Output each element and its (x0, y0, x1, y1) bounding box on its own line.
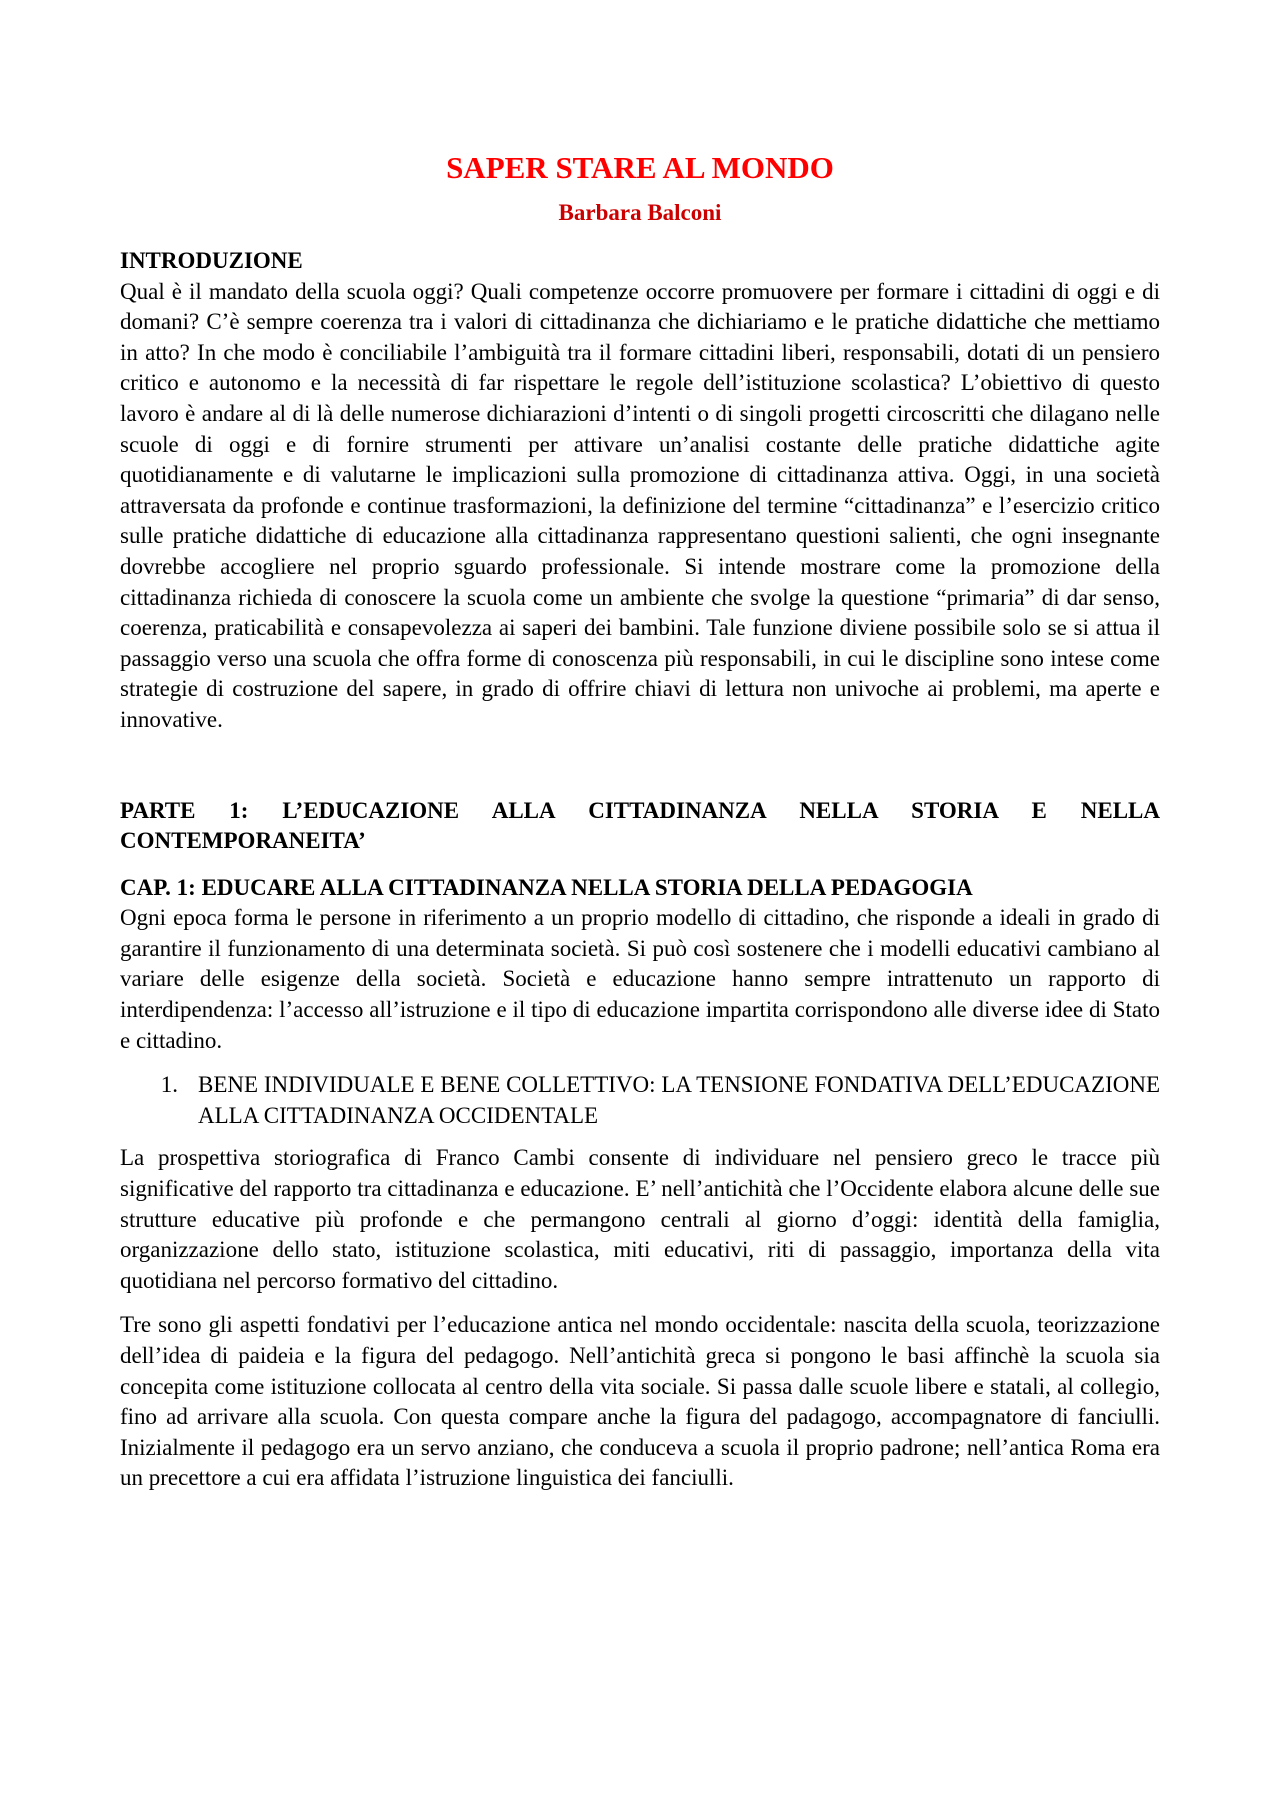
chapter-heading: CAP. 1: EDUCARE ALLA CITTADINANZA NELLA STORIA DELLA PEDAGOGIA (120, 874, 973, 900)
section-paragraph-1: La prospettiva storiografica di Franco Cambi consente di individuare nel pensiero greco le tracce più significative del rapporto tra cittadinanza e educazione. E’ nell’antichità che l’Occidente elabora alcune delle sue strutture educative più profonde e che permangono centrali al giorno d’oggi: identità della famiglia, organizzazione dello stato, istituzione scolastica, miti educativi, riti di passaggio, importanza della vita quotidiana nel percorso formativo del cittadino. (120, 1145, 1160, 1293)
chapter-paragraph: Ogni epoca forma le persone in riferimento a un proprio modello di cittadino, che risponde a ideali in grado di garantire il funzionamento di una determinata società. Si può così sostenere che i modelli educativi cambiano al variare delle esigenze della società. Società e educazione hanno sempre intrattenuto un rapporto di interdipendenza: l’accesso all’istruzione e il tipo di educazione impartita corrispondono alle diverse idee di Stato e cittadino. (120, 905, 1160, 1053)
document-title: SAPER STARE AL MONDO (446, 150, 834, 185)
intro-paragraph: Qual è il mandato della scuola oggi? Quali competenze occorre promuovere per formare i cittadini di oggi e di domani? C’è sempre coerenza tra i valori di cittadinanza che dichiariamo e le pratiche didattiche che mettiamo in atto? In che modo è conciliabile l’ambiguità tra il formare cittadini liberi, responsabili, dotati di un pensiero critico e autonomo e la necessità di far rispettare le regole dell’istituzione scolastica? L’obiettivo di questo lavoro è andare al di là delle numerose dichiarazioni d’intenti o di singoli progetti circoscritti che dilagano nelle scuole di oggi e di fornire strumenti per attivare un’analisi costante delle pratiche didattiche agite quotidianamente e di valutarne le implicazioni sulla promozione di cittadinanza attiva. Oggi, in una società attraversata da profonde e continue trasformazioni, la definizione del termine “cittadinanza” e l’esercizio critico sulle pratiche didattiche di educazione alla cittadinanza rappresentano questioni salienti, che ogni insegnante dovrebbe accogliere nel proprio sguardo professionale. Si intende mostrare come la promozione della cittadinanza richieda di conoscere la scuola come un ambiente che svolge la questione “primaria” di dar senso, coerenza, praticabilità e consapevolezza ai saperi dei bambini. Tale funzione diviene possibile solo se si attua il passaggio verso una scuola che offra forme di conoscenza più responsabili, in cui le discipline sono intese come strategie di costruzione del sapere, in grado di offrire chiavi di lettura non univoche ai problemi, ma aperte e innovative. (120, 278, 1160, 732)
document-author: Barbara Balconi (558, 200, 722, 225)
list-item-number: 1. (160, 1072, 178, 1098)
list-item (120, 1070, 1160, 1131)
document-page (120, 0, 1160, 1494)
intro-heading: INTRODUZIONE (120, 248, 303, 273)
section-paragraph-2: Tre sono gli aspetti fondativi per l’educazione antica nel mondo occidentale: nascita della scuola, teorizzazione dell’idea di paideia e la figura del pedagogo. Nell’antichità greca si pongono le basi affinchè la scuola sia concepita come istituzione collocata al centro della vita sociale. Si passa dalle scuole libere e statali, al collegio, fino ad arrivare alla scuola. Con questa compare anche la figura del padagogo, accompagnatore di fanciulli. Inizialmente il pedagogo era un servo anziano, che conduceva a scuola il proprio padrone; nell’antica Roma era un precettore a cui era affidata l’istruzione linguistica dei fanciulli. (120, 1312, 1160, 1491)
list-item-text: BENE INDIVIDUALE E BENE COLLETTIVO: LA TENSIONE FONDATIVA DELL’EDUCAZIONE ALLA CITTADINANZA OCCIDENTALE (198, 1072, 1160, 1128)
section-list (120, 1070, 1160, 1131)
part-heading: PARTE 1: L’EDUCAZIONE ALLA CITTADINANZA NELLA STORIA E NELLA CONTEMPORANEITA’ (120, 797, 1160, 854)
